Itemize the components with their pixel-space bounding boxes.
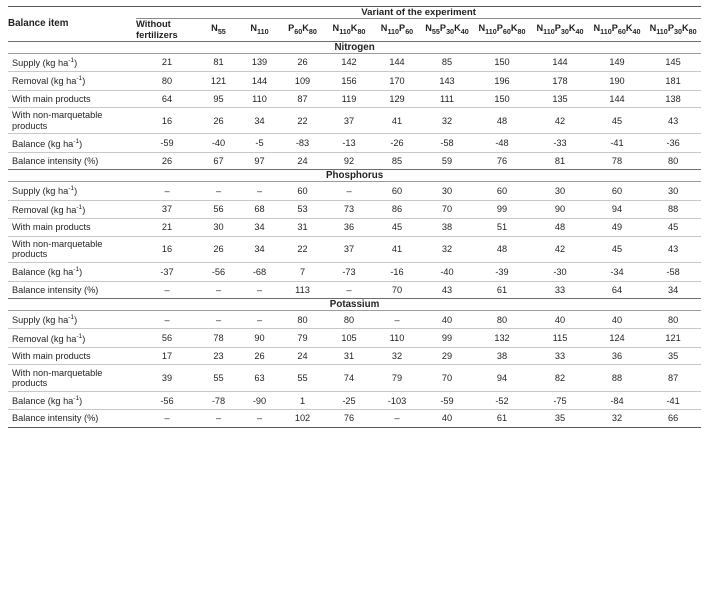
cell: 21 bbox=[136, 53, 198, 71]
cell: -40 bbox=[421, 263, 473, 281]
cell: -25 bbox=[325, 391, 373, 409]
cell: 41 bbox=[373, 107, 421, 134]
cell: 80 bbox=[667, 156, 679, 167]
cell: 121 bbox=[198, 72, 239, 90]
cell: 43 bbox=[645, 107, 701, 134]
cell: 139 bbox=[239, 53, 280, 71]
row-label: Removal (kg $ha^{-1}$) bbox=[8, 72, 136, 90]
cell: 150 bbox=[473, 53, 531, 71]
cell: 119 bbox=[325, 90, 373, 107]
cell: 70 bbox=[421, 200, 473, 218]
cell: 33 bbox=[554, 284, 566, 295]
cell: 59 bbox=[441, 156, 453, 167]
cell: – bbox=[198, 310, 239, 328]
cell: 22 bbox=[280, 107, 325, 134]
cell: 113 bbox=[295, 284, 310, 295]
table-row bbox=[8, 72, 701, 90]
cell: 144 bbox=[239, 72, 280, 90]
cell: 1 bbox=[280, 391, 325, 409]
cell: 30 bbox=[531, 182, 589, 200]
cell: -16 bbox=[373, 263, 421, 281]
cell: 99 bbox=[473, 200, 531, 218]
cell: -34 bbox=[589, 263, 645, 281]
cell: 37 bbox=[325, 107, 373, 134]
cell: -26 bbox=[373, 134, 421, 152]
section-label: Potassium bbox=[8, 298, 701, 310]
section-label: Phosphorus bbox=[8, 170, 701, 182]
table-row bbox=[8, 410, 701, 427]
cell: 105 bbox=[325, 329, 373, 347]
cell: 41 bbox=[373, 236, 421, 263]
cell: 60 bbox=[280, 182, 325, 200]
cell: 121 bbox=[645, 329, 701, 347]
cell: 86 bbox=[373, 200, 421, 218]
header-column-10: $N_{110}P_{30}K_{80}$ bbox=[649, 23, 697, 37]
table-body bbox=[8, 7, 701, 428]
cell: 80 bbox=[136, 72, 198, 90]
cell: 38 bbox=[421, 219, 473, 236]
table-row bbox=[8, 281, 701, 298]
table-row bbox=[8, 310, 701, 328]
table-row bbox=[8, 391, 701, 409]
cell: 85 bbox=[391, 156, 403, 167]
row-label: Balance (kg $ha^{-1}$) bbox=[8, 263, 136, 281]
cell: 22 bbox=[280, 236, 325, 263]
header-column-8: $N_{110}P_{30}K_{40}$ bbox=[536, 23, 584, 37]
cell: 34 bbox=[239, 219, 280, 236]
table-bottom-rule bbox=[8, 427, 701, 428]
cell: 102 bbox=[294, 413, 311, 424]
cell: 78 bbox=[611, 156, 623, 167]
cell: 129 bbox=[373, 90, 421, 107]
cell: -56 bbox=[136, 391, 198, 409]
section-title-potassium bbox=[8, 298, 701, 310]
cell: 170 bbox=[373, 72, 421, 90]
cell: – bbox=[215, 284, 222, 295]
row-label: Removal (kg $ha^{-1}$) bbox=[8, 200, 136, 218]
cell: 26 bbox=[198, 107, 239, 134]
cell: 115 bbox=[531, 329, 589, 347]
cell: -33 bbox=[531, 134, 589, 152]
cell: 135 bbox=[531, 90, 589, 107]
cell: 42 bbox=[531, 236, 589, 263]
cell: 51 bbox=[473, 219, 531, 236]
cell: 31 bbox=[325, 347, 373, 364]
row-label: Balance intensity (%) bbox=[12, 284, 99, 295]
cell: 81 bbox=[198, 53, 239, 71]
cell: 35 bbox=[554, 413, 566, 424]
row-label: With main products bbox=[8, 90, 136, 107]
header-column-6: $N_{55}P_{30}K_{40}$ bbox=[425, 23, 469, 37]
cell: 74 bbox=[325, 365, 373, 392]
cell: 31 bbox=[280, 219, 325, 236]
cell: 138 bbox=[645, 90, 701, 107]
cell: 38 bbox=[473, 347, 531, 364]
cell: 55 bbox=[280, 365, 325, 392]
cell: 37 bbox=[325, 236, 373, 263]
cell: 94 bbox=[589, 200, 645, 218]
table-row bbox=[8, 134, 701, 152]
cell: 45 bbox=[373, 219, 421, 236]
table-row bbox=[8, 107, 701, 134]
cell: 79 bbox=[373, 365, 421, 392]
cell: 68 bbox=[239, 200, 280, 218]
cell: 49 bbox=[589, 219, 645, 236]
cell: 144 bbox=[589, 90, 645, 107]
cell: 30 bbox=[645, 182, 701, 200]
cell: 110 bbox=[373, 329, 421, 347]
cell: 45 bbox=[645, 219, 701, 236]
cell: 124 bbox=[589, 329, 645, 347]
cell: 42 bbox=[531, 107, 589, 134]
row-label: With non-marquetable products bbox=[8, 236, 136, 263]
cell: -56 bbox=[198, 263, 239, 281]
cell: – bbox=[239, 310, 280, 328]
cell: -78 bbox=[198, 391, 239, 409]
cell: 95 bbox=[198, 90, 239, 107]
cell: -36 bbox=[645, 134, 701, 152]
cell: -13 bbox=[325, 134, 373, 152]
cell: 90 bbox=[531, 200, 589, 218]
cell: -41 bbox=[645, 391, 701, 409]
table-row bbox=[8, 219, 701, 236]
cell: 56 bbox=[136, 329, 198, 347]
cell: 16 bbox=[136, 236, 198, 263]
cell: 156 bbox=[325, 72, 373, 90]
cell: – bbox=[256, 413, 263, 424]
cell: 32 bbox=[373, 347, 421, 364]
cell: -83 bbox=[280, 134, 325, 152]
header-row-top bbox=[8, 7, 701, 19]
cell: 36 bbox=[589, 347, 645, 364]
cell: 23 bbox=[198, 347, 239, 364]
cell: 48 bbox=[531, 219, 589, 236]
cell: – bbox=[373, 310, 421, 328]
header-column-4: $N_{110}K_{80}$ bbox=[332, 23, 366, 37]
cell: 61 bbox=[496, 284, 508, 295]
cell: -68 bbox=[239, 263, 280, 281]
cell: 17 bbox=[136, 347, 198, 364]
cell: 34 bbox=[239, 236, 280, 263]
cell: -58 bbox=[645, 263, 701, 281]
cell: 37 bbox=[136, 200, 198, 218]
cell: 90 bbox=[239, 329, 280, 347]
cell: 73 bbox=[325, 200, 373, 218]
cell: 48 bbox=[473, 236, 531, 263]
cell: 63 bbox=[239, 365, 280, 392]
cell: 67 bbox=[213, 156, 224, 167]
cell: 30 bbox=[198, 219, 239, 236]
row-label: Supply (kg $ha^{-1}$) bbox=[8, 310, 136, 328]
cell: 33 bbox=[531, 347, 589, 364]
row-label: Balance intensity (%) bbox=[12, 156, 99, 167]
cell: 39 bbox=[136, 365, 198, 392]
table-row bbox=[8, 200, 701, 218]
cell: 79 bbox=[280, 329, 325, 347]
cell: 78 bbox=[198, 329, 239, 347]
cell: – bbox=[346, 284, 352, 295]
cell: 26 bbox=[280, 53, 325, 71]
cell: 7 bbox=[280, 263, 325, 281]
cell: 60 bbox=[589, 182, 645, 200]
cell: -30 bbox=[531, 263, 589, 281]
cell: – bbox=[256, 284, 263, 295]
cell: -52 bbox=[473, 391, 531, 409]
cell: -59 bbox=[136, 134, 198, 152]
header-variant: Variant of the experiment bbox=[136, 7, 701, 19]
cell: 88 bbox=[645, 200, 701, 218]
table-row bbox=[8, 53, 701, 71]
table-row bbox=[8, 90, 701, 107]
cell: 66 bbox=[667, 413, 679, 424]
cell: – bbox=[164, 284, 170, 295]
cell: 21 bbox=[136, 219, 198, 236]
cell: 178 bbox=[531, 72, 589, 90]
cell: – bbox=[394, 413, 400, 424]
header-column-7: $N_{110}P_{60}K_{80}$ bbox=[478, 23, 526, 37]
cell: 145 bbox=[645, 53, 701, 71]
cell: 24 bbox=[297, 156, 308, 167]
cell: 80 bbox=[325, 310, 373, 328]
cell: 76 bbox=[343, 413, 355, 424]
cell: 26 bbox=[239, 347, 280, 364]
cell: 43 bbox=[441, 284, 453, 295]
row-label: Supply (kg $ha^{-1}$) bbox=[8, 182, 136, 200]
table-row bbox=[8, 236, 701, 263]
cell: – bbox=[239, 182, 280, 200]
table-row bbox=[8, 365, 701, 392]
header-column-9: $N_{110}P_{60}K_{40}$ bbox=[593, 23, 641, 37]
cell: 34 bbox=[667, 284, 679, 295]
cell: -103 bbox=[373, 391, 421, 409]
cell: 76 bbox=[496, 156, 508, 167]
header-column-3: $P_{60}K_{80}$ bbox=[288, 23, 317, 37]
row-label: Balance intensity (%) bbox=[12, 413, 99, 424]
cell: 60 bbox=[473, 182, 531, 200]
cell: 40 bbox=[441, 413, 453, 424]
cell: 40 bbox=[421, 310, 473, 328]
cell: 35 bbox=[645, 347, 701, 364]
cell: 45 bbox=[589, 236, 645, 263]
cell: 29 bbox=[421, 347, 473, 364]
section-title-phosphorus bbox=[8, 170, 701, 182]
cell: 94 bbox=[473, 365, 531, 392]
header-balance-item: Balance item bbox=[8, 7, 136, 42]
cell: 144 bbox=[373, 53, 421, 71]
table-row bbox=[8, 182, 701, 200]
cell: 111 bbox=[421, 90, 473, 107]
cell: 56 bbox=[198, 200, 239, 218]
cell: 92 bbox=[343, 156, 355, 167]
row-label: With non-marquetable products bbox=[8, 365, 136, 392]
cell: 81 bbox=[554, 156, 566, 167]
cell: 70 bbox=[391, 284, 403, 295]
cell: 80 bbox=[645, 310, 701, 328]
header-without-fertilizers: Without fertilizers bbox=[136, 18, 178, 40]
cell: 61 bbox=[496, 413, 508, 424]
cell: -90 bbox=[239, 391, 280, 409]
cell: 80 bbox=[473, 310, 531, 328]
cell: 70 bbox=[421, 365, 473, 392]
row-label: With main products bbox=[8, 219, 136, 236]
cell: 87 bbox=[645, 365, 701, 392]
cell: – bbox=[325, 182, 373, 200]
cell: -75 bbox=[531, 391, 589, 409]
row-label: With main products bbox=[8, 347, 136, 364]
table-row bbox=[8, 152, 701, 169]
cell: 149 bbox=[589, 53, 645, 71]
cell: 26 bbox=[198, 236, 239, 263]
cell: 143 bbox=[421, 72, 473, 90]
cell: 40 bbox=[589, 310, 645, 328]
cell: 87 bbox=[280, 90, 325, 107]
cell: 99 bbox=[421, 329, 473, 347]
cell: – bbox=[136, 310, 198, 328]
cell: -40 bbox=[198, 134, 239, 152]
header-column-1: $N_{55}$ bbox=[211, 23, 226, 37]
cell: 43 bbox=[645, 236, 701, 263]
row-label: Supply (kg $ha^{-1}$) bbox=[8, 53, 136, 71]
cell: – bbox=[198, 182, 239, 200]
nutrient-balance-table bbox=[8, 6, 701, 428]
cell: 16 bbox=[136, 107, 198, 134]
cell: 64 bbox=[611, 284, 623, 295]
cell: 196 bbox=[473, 72, 531, 90]
cell: 24 bbox=[280, 347, 325, 364]
section-label: Nitrogen bbox=[8, 41, 701, 53]
cell: 97 bbox=[254, 156, 265, 167]
cell: 48 bbox=[473, 107, 531, 134]
cell: 85 bbox=[421, 53, 473, 71]
row-label: Balance (kg $ha^{-1}$) bbox=[8, 134, 136, 152]
cell: 82 bbox=[531, 365, 589, 392]
cell: 45 bbox=[589, 107, 645, 134]
table-row bbox=[8, 347, 701, 364]
cell: – bbox=[136, 182, 198, 200]
cell: 110 bbox=[239, 90, 280, 107]
cell: 109 bbox=[280, 72, 325, 90]
cell: -58 bbox=[421, 134, 473, 152]
cell: 26 bbox=[161, 156, 173, 167]
cell: 60 bbox=[373, 182, 421, 200]
row-label: Balance (kg $ha^{-1}$) bbox=[8, 391, 136, 409]
cell: 132 bbox=[473, 329, 531, 347]
cell: 181 bbox=[645, 72, 701, 90]
cell: – bbox=[164, 413, 170, 424]
table-row bbox=[8, 329, 701, 347]
table-row bbox=[8, 263, 701, 281]
cell: 144 bbox=[531, 53, 589, 71]
cell: 34 bbox=[239, 107, 280, 134]
cell: 32 bbox=[421, 236, 473, 263]
cell: 64 bbox=[136, 90, 198, 107]
cell: 142 bbox=[325, 53, 373, 71]
cell: -48 bbox=[473, 134, 531, 152]
header-column-5: $N_{110}P_{60}$ bbox=[380, 23, 414, 37]
cell: 190 bbox=[589, 72, 645, 90]
cell: 80 bbox=[280, 310, 325, 328]
cell: -5 bbox=[239, 134, 280, 152]
cell: 30 bbox=[421, 182, 473, 200]
cell: -73 bbox=[325, 263, 373, 281]
cell: – bbox=[215, 413, 222, 424]
cell: -84 bbox=[589, 391, 645, 409]
header-column-2: $N_{110}$ bbox=[250, 23, 269, 37]
section-title-nitrogen bbox=[8, 41, 701, 53]
cell: 88 bbox=[589, 365, 645, 392]
row-label: Removal (kg $ha^{-1}$) bbox=[8, 329, 136, 347]
cell: -37 bbox=[136, 263, 198, 281]
cell: 55 bbox=[198, 365, 239, 392]
cell: 53 bbox=[280, 200, 325, 218]
cell: 150 bbox=[473, 90, 531, 107]
cell: 36 bbox=[325, 219, 373, 236]
cell: 32 bbox=[421, 107, 473, 134]
cell: 32 bbox=[611, 413, 623, 424]
cell: -41 bbox=[589, 134, 645, 152]
cell: -39 bbox=[473, 263, 531, 281]
row-label: With non-marquetable products bbox=[8, 107, 136, 134]
cell: -59 bbox=[421, 391, 473, 409]
cell: 40 bbox=[531, 310, 589, 328]
